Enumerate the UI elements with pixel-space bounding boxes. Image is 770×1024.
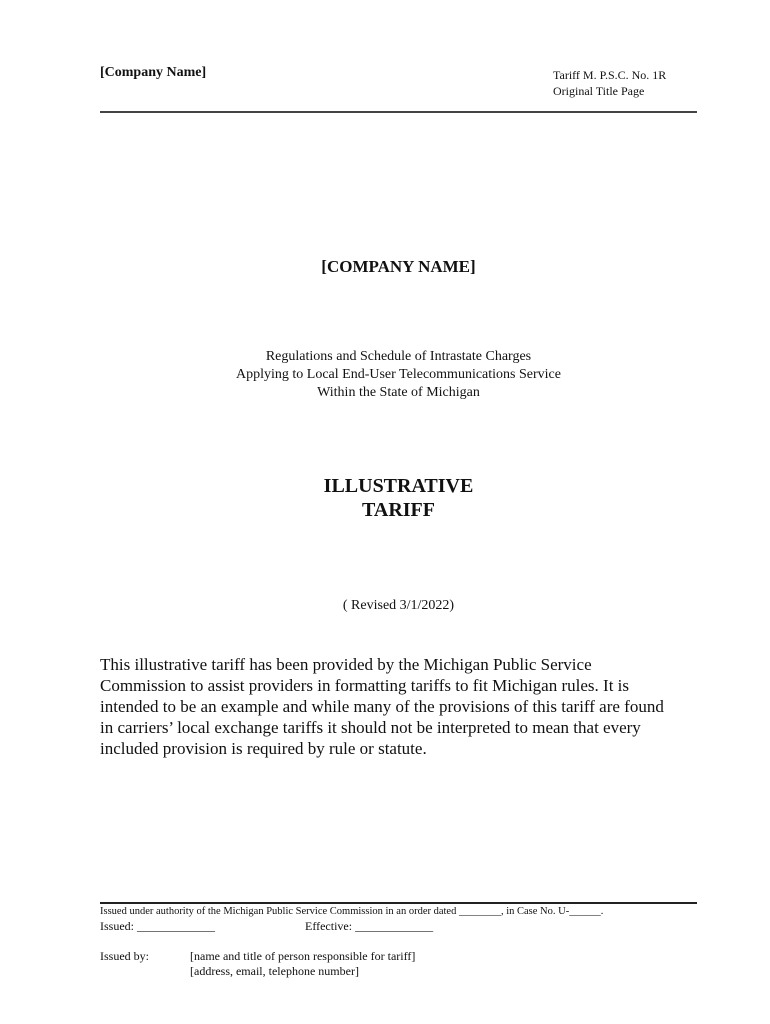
heading-line: TARIFF (362, 499, 435, 521)
page-label: Original Title Page (553, 84, 645, 98)
paragraph-line: included provision is required by rule or statute. (100, 739, 427, 758)
title-company-name: [COMPANY NAME] (321, 257, 476, 276)
footer-issued-by-label: Issued by: (100, 949, 149, 963)
footer-issued-field: Issued: _____________ (100, 919, 215, 933)
paragraph-line: Commission to assist providers in formatting tariffs to fit Michigan rules. It is (100, 676, 630, 695)
paragraph-line: in carriers’ local exchange tariffs it should not be interpreted to mean that every (100, 718, 641, 737)
paragraph-line: This illustrative tariff has been provided by the Michigan Public Service (100, 655, 592, 674)
header-company-name: [Company Name] (100, 65, 207, 80)
paragraph-line: intended to be an example and while many of the provisions of this tariff are found (100, 697, 664, 716)
tariff-number: Tariff M. P.S.C. No. 1R (553, 68, 667, 82)
footer-authority-text: Issued under authority of the Michigan Public Service Commission in an order dated ________, in Case No. U-______. (100, 906, 604, 917)
regulations-line: Applying to Local End-User Telecommunications Service (236, 367, 561, 382)
disclaimer-paragraph (100, 654, 700, 759)
regulations-line: Within the State of Michigan (317, 385, 480, 400)
regulations-line: Regulations and Schedule of Intrastate Charges (265, 349, 532, 364)
header-divider (100, 111, 697, 113)
regulations-description (100, 348, 697, 402)
footer-divider (100, 902, 697, 904)
header-tariff-info (553, 67, 666, 99)
heading-line: ILLUSTRATIVE (323, 475, 474, 497)
illustrative-tariff-heading (100, 474, 697, 522)
issuer-name-line: [name and title of person responsible for tariff] (190, 949, 416, 963)
footer-effective-field: Effective: _____________ (305, 919, 434, 933)
issuer-contact-line: [address, email, telephone number] (190, 964, 359, 978)
revision-date: ( Revised 3/1/2022) (342, 598, 455, 613)
footer-issued-by-details (190, 949, 415, 979)
